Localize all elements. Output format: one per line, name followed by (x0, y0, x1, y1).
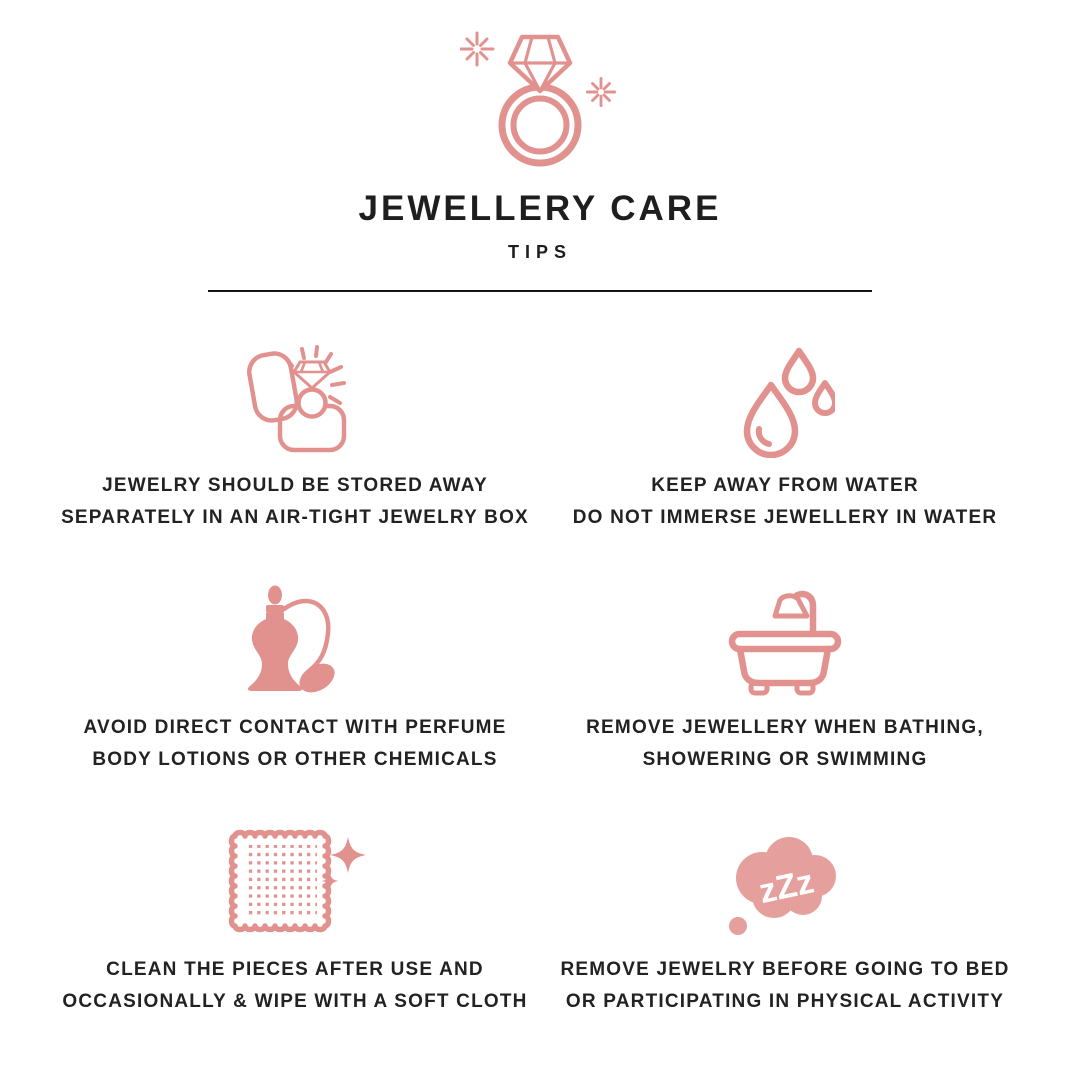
perfume-atomizer-icon (233, 583, 358, 701)
bathtub-shower-icon (723, 582, 848, 702)
page-subtitle: TIPS (507, 242, 572, 262)
sparkle-icon (461, 33, 493, 65)
ring-box-icon (234, 342, 356, 458)
tip-bathing (540, 566, 1030, 808)
tip-cleaning (50, 808, 540, 1050)
tip-storage (50, 324, 540, 566)
zzz-text: zZz (755, 862, 818, 912)
tip-caption-line2: OR PARTICIPATING IN PHYSICAL ACTIVITY (565, 991, 1005, 1012)
tip-caption-line1: JEWELRY SHOULD BE STORED AWAY (102, 475, 488, 496)
tip-caption-line2: BODY LOTIONS OR OTHER CHEMICALS (92, 749, 498, 770)
sparkle-icon (587, 78, 614, 105)
page-title: JEWELLERY CARE (358, 189, 722, 228)
tip-caption-line2: SHOWERING OR SWIMMING (642, 749, 928, 770)
tip-caption (61, 470, 529, 534)
sleep-cloud-icon (710, 824, 860, 944)
tip-caption (573, 470, 998, 534)
tip-perfume (50, 566, 540, 808)
tip-caption-line2: DO NOT IMMERSE JEWELLERY IN WATER (572, 507, 998, 528)
tip-caption (586, 712, 984, 776)
tip-caption (83, 712, 506, 776)
tip-caption-line2: OCCASIONALLY & WIPE WITH A SOFT CLOTH (62, 991, 528, 1012)
tip-bedtime (540, 808, 1030, 1050)
diamond-ring-icon (460, 26, 620, 174)
water-drops-icon (735, 343, 835, 458)
tip-water (540, 324, 1030, 566)
tip-caption (560, 954, 1009, 1018)
polishing-cloth-icon (221, 825, 369, 943)
tip-caption-line1: AVOID DIRECT CONTACT WITH PERFUME (83, 717, 507, 738)
tip-caption-line1: REMOVE JEWELLERY WHEN BATHING, (586, 717, 984, 738)
divider-line (208, 290, 872, 292)
tip-caption-line1: CLEAN THE PIECES AFTER USE AND (106, 959, 484, 980)
tip-caption-line1: REMOVE JEWELRY BEFORE GOING TO BED (560, 959, 1010, 980)
header (0, 0, 1080, 292)
tip-caption (62, 954, 527, 1018)
tip-caption-line2: SEPARATELY IN AN AIR-TIGHT JEWELRY BOX (61, 507, 529, 528)
tips-grid (0, 324, 1080, 1050)
tip-caption-line1: KEEP AWAY FROM WATER (651, 475, 919, 496)
